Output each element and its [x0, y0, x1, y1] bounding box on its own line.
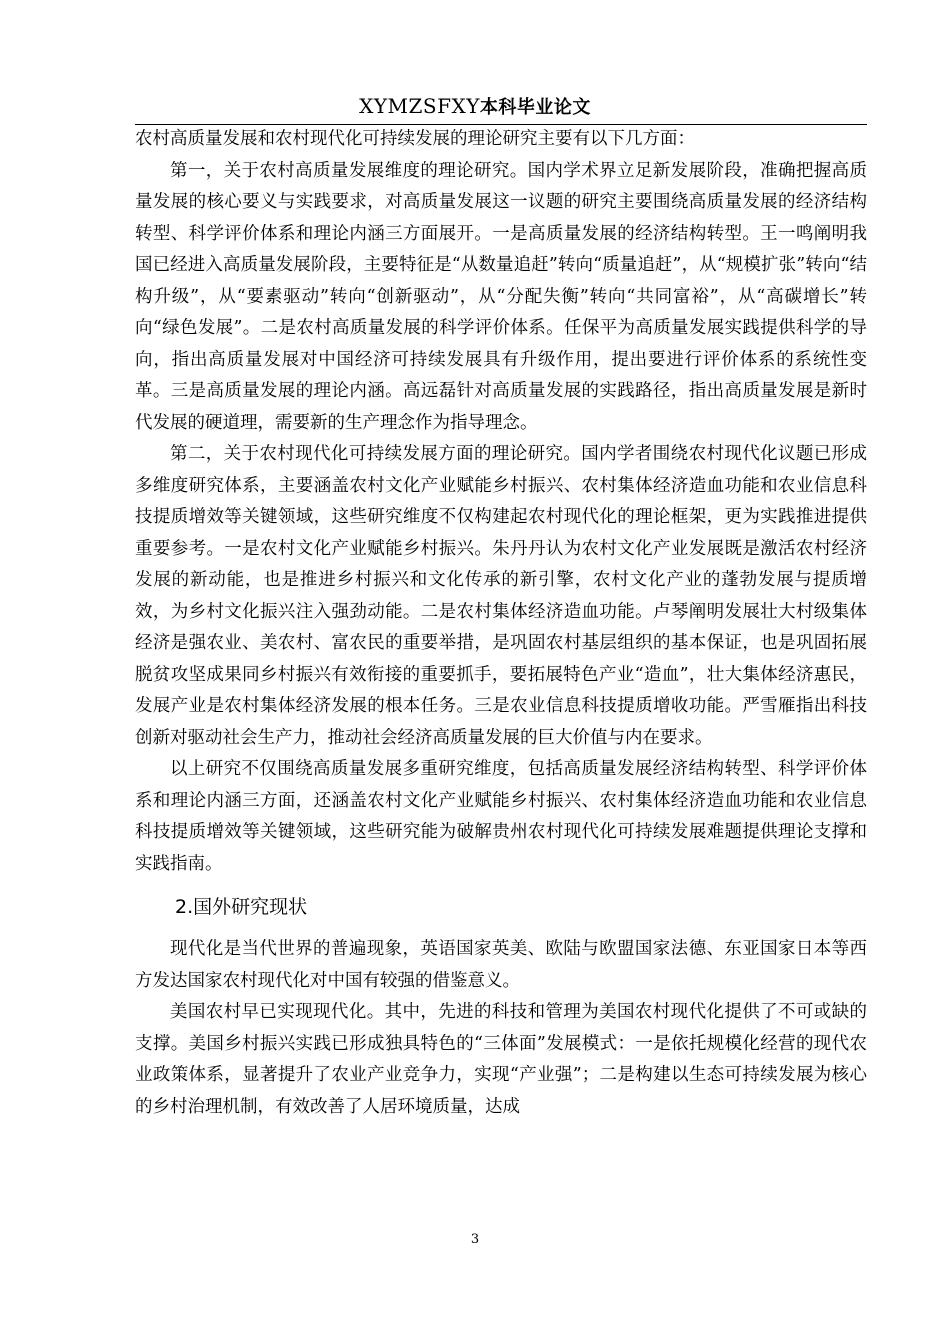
header-title: 本科毕业论文 [479, 97, 591, 118]
paragraph: 以上研究不仅围绕高质量发展多重研究维度，包括高质量发展经济结构转型、科学评价体系和理论内涵三方面，还涵盖农村文化产业赋能乡村振兴、农村集体经济造血功能和农业信息科技提质增效等关键领域，这些研究能为破解贵州农村现代化可持续发展难题提供理论支撑和实践指南。 [135, 759, 867, 874]
header-latin: XYMZSFXY [359, 94, 480, 118]
page-number: 3 [470, 1232, 480, 1247]
section-heading: 2.国外研究现状 [175, 896, 308, 918]
body-text [135, 124, 867, 1123]
paragraph: 第一，关于农村高质量发展维度的理论研究。国内学术界立足新发展阶段，准确把握高质量发展的核心要义与实践要求，对高质量发展这一议题的研究主要围绕高质量发展的经济结构转型、科学评价体系和理论内涵三方面展开。一是高质量发展的经济结构转型。王一鸣阐明我国已经进入高质量发展阶段，主要特征是“从数量追赶”转向“质量追赶”，从“规模扩张”转向“结构升级”，从“要素驱动”转向“创新驱动”，从“分配失衡”转向“共同富裕”，从“高碳增长”转向“绿色发展”。二是农村高质量发展的科学评价体系。任保平为高质量发展实践提供科学的导向，指出高质量发展对中国经济可持续发展具有升级作用，提出要进行评价体系的系统性变革。三是高质量发展的理论内涵。高远磊针对高质量发展的实践路径，指出高质量发展是新时代发展的硬道理，需要新的生产理念作为指导理念。 [135, 160, 867, 433]
paragraph: 农村高质量发展和农村现代化可持续发展的理论研究主要有以下几方面： [135, 129, 695, 149]
paragraph: 美国农村早已实现现代化。其中，先进的科技和管理为美国农村现代化提供了不可或缺的支撑。美国乡村振兴实践已形成独具特色的“三体面”发展模式：一是依托规模化经营的现代农业政策体系，显著提升了农业产业竞争力，实现“产业强”；二是构建以生态可持续发展为核心的乡村治理机制，有效改善了人居环境质量，达成 [135, 1002, 867, 1117]
running-header [0, 92, 950, 122]
paragraph: 第二，关于农村现代化可持续发展方面的理论研究。国内学者围绕农村现代化议题已形成多维度研究体系，主要涵盖农村文化产业赋能乡村振兴、农村集体经济造血功能和农业信息科技提质增效等关键领域，这些研究维度不仅构建起农村现代化的理论框架，更为实践推进提供重要参考。一是农村文化产业赋能乡村振兴。朱丹丹认为农村文化产业发展既是激活农村经济发展的新动能，也是推进乡村振兴和文化传承的新引擎，农村文化产业的蓬勃发展与提质增效，为乡村文化振兴注入强劲动能。二是农村集体经济造血功能。卢琴阐明发展壮大村级集体经济是强农业、美农村、富农民的重要举措，是巩固农村基层组织的基本保证，也是巩固拓展脱贫攻坚成果同乡村振兴有效衔接的重要抓手，要拓展特色产业“造血”，壮大集体经济惠民，发展产业是农村集体经济发展的根本任务。三是农业信息科技提质增收功能。严雪雁指出科技创新对驱动社会生产力，推动社会经济高质量发展的巨大价值与内在要求。 [135, 444, 867, 748]
paragraph: 现代化是当代世界的普遍现象，英语国家英美、欧陆与欧盟国家法德、东亚国家日本等西方发达国家农村现代化对中国有较强的借鉴意义。 [135, 939, 867, 991]
